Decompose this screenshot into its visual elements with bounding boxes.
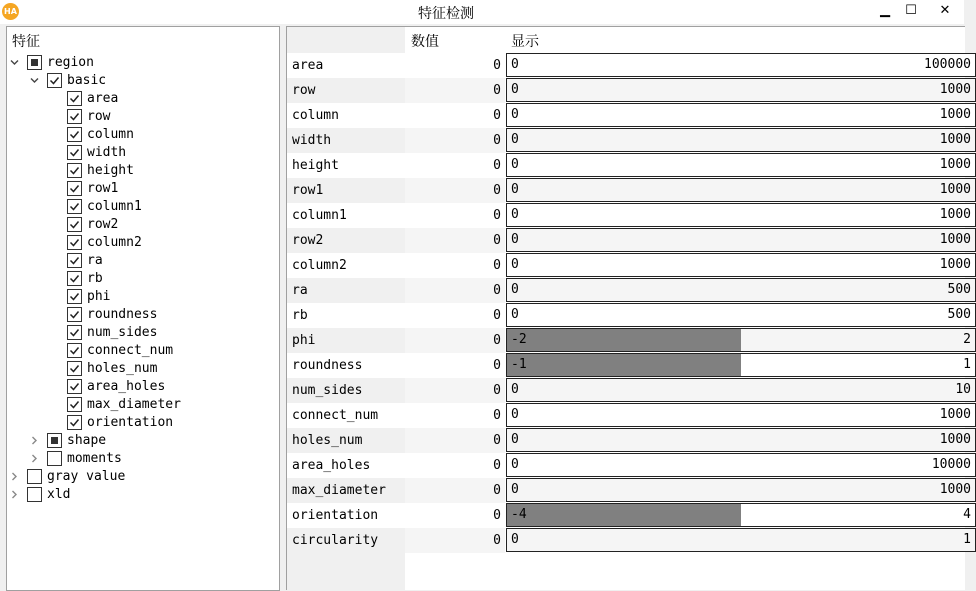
minimize-button[interactable]: ▁ xyxy=(880,3,890,18)
table-row xyxy=(287,278,971,303)
table-row xyxy=(287,178,971,203)
tree-node-label: xld xyxy=(47,487,71,502)
basic-checkbox[interactable] xyxy=(47,73,62,88)
tree-node-orientation[interactable] xyxy=(7,414,277,432)
table-row xyxy=(287,503,971,528)
table-row xyxy=(287,153,971,178)
range-max-label: 1000 xyxy=(939,207,971,222)
tree-node-label: connect_num xyxy=(87,343,174,358)
table-row xyxy=(287,253,971,278)
feature-range-bar xyxy=(506,303,976,327)
window-title: 特征检测 xyxy=(418,6,474,22)
table-row xyxy=(287,428,971,453)
feature-range-bar xyxy=(506,228,976,252)
tree-node-label: rb xyxy=(87,271,103,286)
range-min-label: 0 xyxy=(511,132,519,147)
tree-node-label: orientation xyxy=(87,415,174,430)
range-min-label: 0 xyxy=(511,382,519,397)
feature-range-bar xyxy=(506,503,976,527)
feature-range-bar xyxy=(506,78,976,102)
connect_num-checkbox[interactable] xyxy=(67,343,82,358)
range-min-label: 0 xyxy=(511,57,519,72)
tree-node-xld[interactable] xyxy=(7,486,277,504)
feature-value: 0 xyxy=(405,78,505,103)
feature-value: 0 xyxy=(405,453,505,478)
table-row xyxy=(287,53,971,78)
row-checkbox[interactable] xyxy=(67,109,82,124)
range-max-label: 1 xyxy=(963,357,971,372)
feature-value: 0 xyxy=(405,203,505,228)
tree-node-holes_num[interactable] xyxy=(7,360,277,378)
table-row xyxy=(287,528,971,553)
tree-node-column2[interactable] xyxy=(7,234,277,252)
table-row xyxy=(287,478,971,503)
bar-fill xyxy=(507,354,741,376)
tree-node-label: max_diameter xyxy=(87,397,181,412)
range-max-label: 1000 xyxy=(939,132,971,147)
feature-value: 0 xyxy=(405,103,505,128)
roundness-checkbox[interactable] xyxy=(67,307,82,322)
region-checkbox[interactable] xyxy=(27,55,42,70)
partial-check-icon xyxy=(31,59,38,66)
display-column-header: 显示 xyxy=(511,34,539,50)
xld-checkbox[interactable] xyxy=(27,487,42,502)
feature-name: orientation xyxy=(287,503,405,528)
tree-node-gray-value[interactable] xyxy=(7,468,277,486)
feature-value: 0 xyxy=(405,303,505,328)
tree-node-roundness[interactable] xyxy=(7,306,277,324)
tree-node-column1[interactable] xyxy=(7,198,277,216)
column-checkbox[interactable] xyxy=(67,127,82,142)
tree-node-moments[interactable] xyxy=(7,450,277,468)
tree-node-region[interactable] xyxy=(7,54,277,72)
tree-node-connect_num[interactable] xyxy=(7,342,277,360)
title-bar xyxy=(0,0,964,24)
chevron-right-icon[interactable] xyxy=(30,436,38,444)
close-button[interactable]: ✕ xyxy=(939,3,951,18)
feature-tree-panel[interactable] xyxy=(6,26,280,591)
feature-range-bar xyxy=(506,328,976,352)
range-max-label: 1 xyxy=(963,532,971,547)
tree-node-label: roundness xyxy=(87,307,158,322)
feature-table-panel xyxy=(286,26,971,590)
range-min-label: 0 xyxy=(511,82,519,97)
tree-node-area_holes[interactable] xyxy=(7,378,277,396)
feature-range-bar xyxy=(506,203,976,227)
feature-value: 0 xyxy=(405,228,505,253)
feature-range-bar xyxy=(506,378,976,402)
feature-name: row xyxy=(287,78,405,103)
feature-value: 0 xyxy=(405,528,505,553)
tree-node-label: holes_num xyxy=(87,361,158,376)
feature-range-bar xyxy=(506,428,976,452)
bar-fill xyxy=(507,329,741,351)
feature-value: 0 xyxy=(405,478,505,503)
feature-range-bar xyxy=(506,353,976,377)
range-min-label: 0 xyxy=(511,532,519,547)
tree-node-label: width xyxy=(87,145,127,160)
chevron-right-icon[interactable] xyxy=(30,454,38,462)
feature-value: 0 xyxy=(405,153,505,178)
feature-value: 0 xyxy=(405,378,505,403)
tree-node-label: basic xyxy=(67,73,107,88)
feature-value: 0 xyxy=(405,253,505,278)
table-row xyxy=(287,328,971,353)
range-max-label: 500 xyxy=(947,282,971,297)
tree-node-label: phi xyxy=(87,289,111,304)
maximize-button[interactable]: ☐ xyxy=(905,3,917,18)
tree-node-label: ra xyxy=(87,253,103,268)
range-min-label: 0 xyxy=(511,432,519,447)
range-min-label: 0 xyxy=(511,232,519,247)
tree-node-area[interactable] xyxy=(7,90,277,108)
range-min-label: 0 xyxy=(511,157,519,172)
tree-node-label: num_sides xyxy=(87,325,158,340)
holes_num-checkbox[interactable] xyxy=(67,361,82,376)
feature-name: column2 xyxy=(287,253,405,278)
feature-name: roundness xyxy=(287,353,405,378)
area_holes-checkbox[interactable] xyxy=(67,379,82,394)
range-max-label: 1000 xyxy=(939,257,971,272)
feature-range-bar xyxy=(506,103,976,127)
range-min-label: 0 xyxy=(511,457,519,472)
range-min-label: 0 xyxy=(511,182,519,197)
app-logo-icon: HA xyxy=(2,3,19,20)
shape-checkbox[interactable] xyxy=(47,433,62,448)
tree-node-label: region xyxy=(47,55,94,70)
chevron-right-icon[interactable] xyxy=(10,490,18,498)
feature-value: 0 xyxy=(405,328,505,353)
ra-checkbox[interactable] xyxy=(67,253,82,268)
tree-node-shape[interactable] xyxy=(7,432,277,450)
feature-value: 0 xyxy=(405,353,505,378)
feature-range-bar xyxy=(506,253,976,277)
feature-name: row1 xyxy=(287,178,405,203)
feature-value: 0 xyxy=(405,53,505,78)
range-max-label: 10 xyxy=(955,382,971,397)
tree-node-row[interactable] xyxy=(7,108,277,126)
feature-value: 0 xyxy=(405,178,505,203)
table-row xyxy=(287,403,971,428)
chevron-down-icon[interactable] xyxy=(30,76,38,84)
range-max-label: 1000 xyxy=(939,182,971,197)
table-row xyxy=(287,453,971,478)
feature-name: phi xyxy=(287,328,405,353)
range-max-label: 1000 xyxy=(939,157,971,172)
tree-node-label: column1 xyxy=(87,199,142,214)
feature-value: 0 xyxy=(405,128,505,153)
range-min-label: 0 xyxy=(511,207,519,222)
tree-node-height[interactable] xyxy=(7,162,277,180)
feature-range-bar xyxy=(506,403,976,427)
feature-range-bar xyxy=(506,528,976,552)
range-max-label: 2 xyxy=(963,332,971,347)
tree-node-width[interactable] xyxy=(7,144,277,162)
feature-range-bar xyxy=(506,53,976,77)
bar-fill xyxy=(507,504,741,526)
tree-node-label: area_holes xyxy=(87,379,166,394)
max_diameter-checkbox[interactable] xyxy=(67,397,82,412)
tree-node-label: height xyxy=(87,163,134,178)
range-max-label: 1000 xyxy=(939,82,971,97)
partial-check-icon xyxy=(51,437,58,444)
column1-checkbox[interactable] xyxy=(67,199,82,214)
table-row xyxy=(287,78,971,103)
feature-name: column1 xyxy=(287,203,405,228)
feature-value: 0 xyxy=(405,428,505,453)
feature-name: row2 xyxy=(287,228,405,253)
feature-value: 0 xyxy=(405,278,505,303)
feature-name: column xyxy=(287,103,405,128)
feature-name: area_holes xyxy=(287,453,405,478)
moments-checkbox[interactable] xyxy=(47,451,62,466)
orientation-checkbox[interactable] xyxy=(67,415,82,430)
feature-name: height xyxy=(287,153,405,178)
tree-node-max_diameter[interactable] xyxy=(7,396,277,414)
width-checkbox[interactable] xyxy=(67,145,82,160)
feature-name: area xyxy=(287,53,405,78)
feature-name: num_sides xyxy=(287,378,405,403)
tree-node-label: shape xyxy=(67,433,107,448)
gray-value-checkbox[interactable] xyxy=(27,469,42,484)
tree-node-row2[interactable] xyxy=(7,216,277,234)
table-row xyxy=(287,228,971,253)
tree-node-label: moments xyxy=(67,451,122,466)
table-row xyxy=(287,203,971,228)
feature-value: 0 xyxy=(405,503,505,528)
tree-node-num_sides[interactable] xyxy=(7,324,277,342)
tree-node-label: row xyxy=(87,109,111,124)
range-max-label: 1000 xyxy=(939,407,971,422)
feature-value: 0 xyxy=(405,403,505,428)
range-max-label: 10000 xyxy=(931,457,971,472)
table-row xyxy=(287,103,971,128)
range-min-label: 0 xyxy=(511,307,519,322)
feature-range-bar xyxy=(506,478,976,502)
range-max-label: 4 xyxy=(963,507,971,522)
value-column-header: 数值 xyxy=(411,34,439,50)
range-min-label: -1 xyxy=(511,357,527,372)
height-checkbox[interactable] xyxy=(67,163,82,178)
range-min-label: -4 xyxy=(511,507,527,522)
feature-name: connect_num xyxy=(287,403,405,428)
range-min-label: 0 xyxy=(511,257,519,272)
tree-node-label: area xyxy=(87,91,119,106)
tree-node-phi[interactable] xyxy=(7,288,277,306)
tree-node-label: column xyxy=(87,127,134,142)
rb-checkbox[interactable] xyxy=(67,271,82,286)
range-max-label: 500 xyxy=(947,307,971,322)
area-checkbox[interactable] xyxy=(67,91,82,106)
range-max-label: 100000 xyxy=(924,57,971,72)
column2-checkbox[interactable] xyxy=(67,235,82,250)
range-min-label: 0 xyxy=(511,282,519,297)
tree-node-ra[interactable] xyxy=(7,252,277,270)
chevron-down-icon[interactable] xyxy=(10,58,18,66)
tree-node-label: gray value xyxy=(47,469,126,484)
num_sides-checkbox[interactable] xyxy=(67,325,82,340)
table-row xyxy=(287,378,971,403)
table-row xyxy=(287,128,971,153)
phi-checkbox[interactable] xyxy=(67,289,82,304)
feature-range-bar xyxy=(506,178,976,202)
table-row xyxy=(287,303,971,328)
feature-name: holes_num xyxy=(287,428,405,453)
range-min-label: 0 xyxy=(511,407,519,422)
row1-checkbox[interactable] xyxy=(67,181,82,196)
feature-range-bar xyxy=(506,128,976,152)
table-row xyxy=(287,353,971,378)
tree-node-column[interactable] xyxy=(7,126,277,144)
range-max-label: 1000 xyxy=(939,482,971,497)
tree-node-label: column2 xyxy=(87,235,142,250)
tree-node-label: row1 xyxy=(87,181,119,196)
feature-name: max_diameter xyxy=(287,478,405,503)
feature-range-bar xyxy=(506,153,976,177)
feature-name: rb xyxy=(287,303,405,328)
range-max-label: 1000 xyxy=(939,432,971,447)
range-min-label: -2 xyxy=(511,332,527,347)
feature-name: width xyxy=(287,128,405,153)
feature-range-bar xyxy=(506,278,976,302)
tree-node-label: row2 xyxy=(87,217,119,232)
tree-header: 特征 xyxy=(12,34,40,50)
feature-name: circularity xyxy=(287,528,405,553)
tree-node-rb[interactable] xyxy=(7,270,277,288)
row2-checkbox[interactable] xyxy=(67,217,82,232)
range-max-label: 1000 xyxy=(939,232,971,247)
range-max-label: 1000 xyxy=(939,107,971,122)
range-min-label: 0 xyxy=(511,107,519,122)
chevron-right-icon[interactable] xyxy=(10,472,18,480)
tree-node-row1[interactable] xyxy=(7,180,277,198)
tree-node-basic[interactable] xyxy=(7,72,277,90)
feature-name: ra xyxy=(287,278,405,303)
range-min-label: 0 xyxy=(511,482,519,497)
feature-range-bar xyxy=(506,453,976,477)
